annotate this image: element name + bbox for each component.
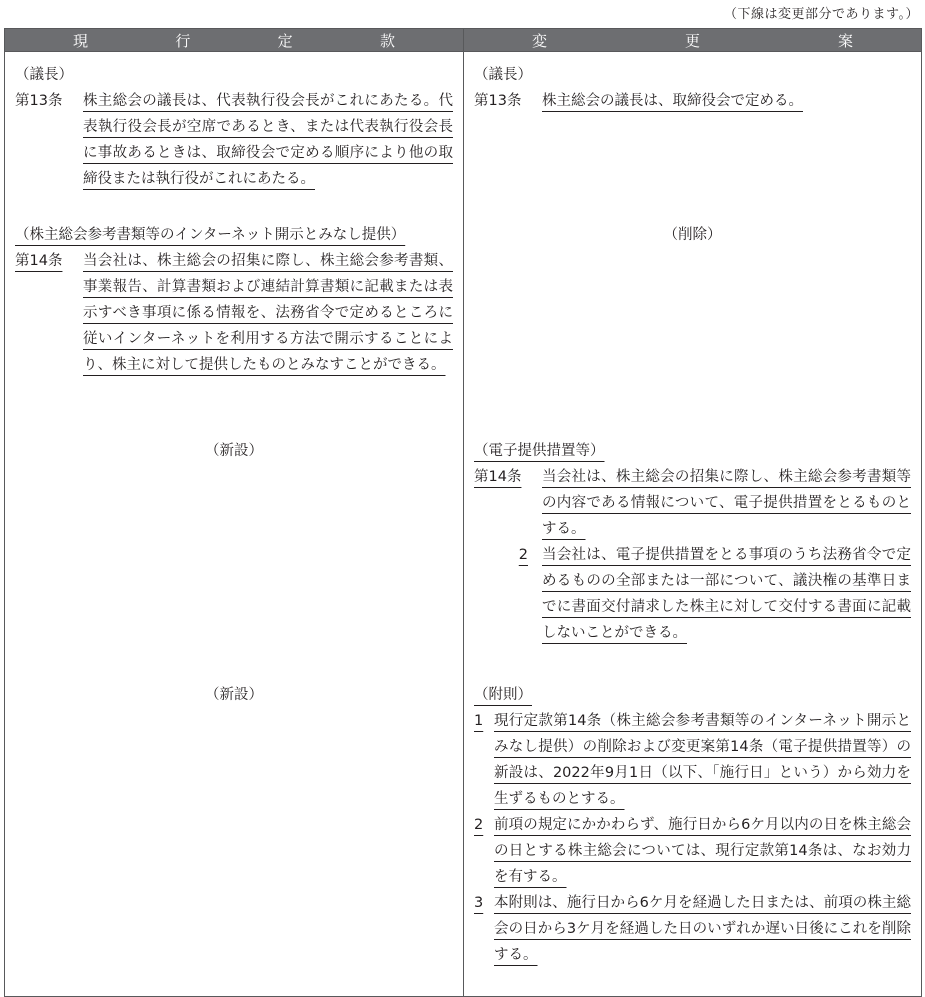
paragraph-text: 当会社は、電子提供措置をとる事項のうち法務省令で定めるものの全部または一部について、議決権の基準日までに書面交付請求した株主に対して交付する書面に記載しないことができる。 bbox=[542, 547, 911, 641]
header-char: 定 bbox=[277, 31, 293, 50]
article-caption: （議長） bbox=[474, 67, 532, 83]
supplementary-caption: （附則） bbox=[474, 687, 532, 703]
item-text: 現行定款第14条（株主総会参考書類等のインターネット開示とみなし提供）の削除および変更案第14条（電子提供措置等）の新設は、2022年9月1日（以下、「施行日」という）から効力を生ずるものとする。 bbox=[494, 713, 911, 807]
article-text: 株主総会の議長は、代表執行役会長がこれにあたる。代表執行役会長が空席であるとき、または代表執行役会長に事故あるときは、取締役会で定める順序により他の取締役または執行役がこれにあたる。 bbox=[83, 93, 453, 187]
article-number: 第13条 bbox=[15, 93, 63, 109]
paragraph-number: 2 bbox=[518, 547, 528, 563]
article-text: 当会社は、株主総会の招集に際し、株主総会参考書類、事業報告、計算書類および連結計算書類に記載または表示すべき事項に係る情報を、法務省令で定めるところに従いインターネットを利用する方法で開示することにより、株主に対して提供したものとみなすことができる。 bbox=[83, 253, 453, 373]
supplementary-item-3 bbox=[474, 890, 911, 968]
article-text: 当会社は、株主総会の招集に際し、株主総会参考書類等の内容である情報について、電子提供措置をとるものとする。 bbox=[542, 469, 911, 537]
supplementary-item-2 bbox=[474, 812, 911, 890]
article-13-proposed bbox=[474, 88, 911, 114]
article-14-current bbox=[15, 248, 453, 378]
item-text: 前項の規定にかかわらず、施行日から6ケ月以内の日を株主総会の日とする株主総会については、現行定款第14条は、なお効力を有する。 bbox=[494, 817, 911, 885]
header-char: 案 bbox=[837, 31, 853, 50]
article-14-paragraph-2 bbox=[474, 542, 911, 646]
new-article-placeholder: （新設） bbox=[205, 687, 263, 703]
article-number: 第13条 bbox=[474, 93, 522, 109]
articles-comparison-table bbox=[4, 28, 922, 997]
header-char: 行 bbox=[175, 31, 191, 50]
header-char: 款 bbox=[379, 31, 395, 50]
item-number: 2 bbox=[474, 817, 484, 833]
article-14-proposed bbox=[474, 464, 911, 542]
current-articles-column bbox=[5, 52, 464, 997]
item-text: 本附則は、施行日から6ケ月を経過した日または、前項の株主総会の日から3ケ月を経過した日のいずれか遅い日後にこれを削除する。 bbox=[494, 895, 911, 963]
proposed-changes-header bbox=[464, 29, 922, 52]
article-caption: （株主総会参考書類等のインターネット開示とみなし提供） bbox=[15, 227, 406, 243]
article-13-current bbox=[15, 88, 453, 192]
item-number: 3 bbox=[474, 895, 484, 911]
header-char: 現 bbox=[73, 31, 89, 50]
current-articles-header bbox=[5, 29, 464, 52]
article-text: 株主総会の議長は、取締役会で定める。 bbox=[542, 93, 803, 109]
underline-note: （下線は変更部分であります。） bbox=[724, 7, 919, 22]
new-article-placeholder: （新設） bbox=[205, 443, 263, 459]
deleted-marker: （削除） bbox=[663, 227, 722, 243]
article-caption: （議長） bbox=[15, 67, 73, 83]
article-number: 第14条 bbox=[15, 253, 63, 269]
supplementary-item-1 bbox=[474, 708, 911, 812]
article-caption: （電子提供措置等） bbox=[474, 443, 605, 459]
header-char: 変 bbox=[532, 31, 548, 50]
proposed-changes-column bbox=[464, 52, 922, 997]
header-char: 更 bbox=[684, 31, 700, 50]
item-number: 1 bbox=[474, 713, 484, 729]
article-number: 第14条 bbox=[474, 469, 522, 485]
